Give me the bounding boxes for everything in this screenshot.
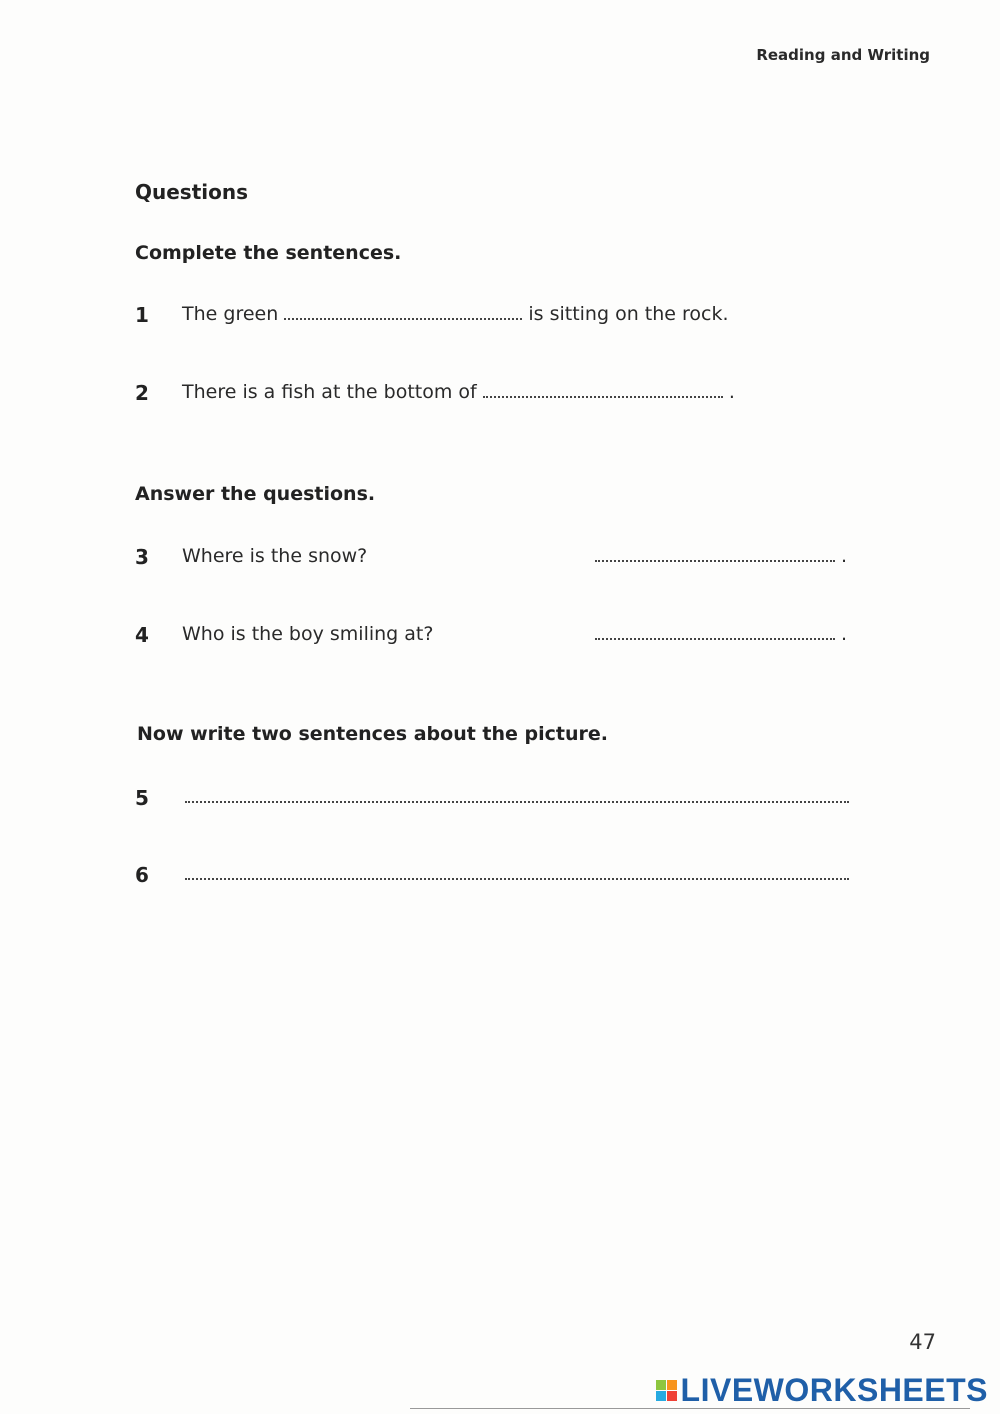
question-1-after: is sitting on the rock.	[528, 303, 729, 325]
answer-6-input[interactable]	[185, 862, 849, 883]
logo-square-4	[667, 1391, 677, 1401]
question-1-before: The green	[182, 303, 279, 325]
question-number: 5	[135, 786, 149, 810]
bottom-divider	[410, 1408, 970, 1409]
question-3-text: Where is the snow?	[182, 545, 368, 567]
question-2-before: There is a fish at the bottom of	[182, 381, 477, 403]
liveworksheets-brand	[656, 1372, 988, 1409]
question-number: 6	[135, 863, 149, 887]
logo-square-1	[656, 1380, 666, 1390]
section-header: Reading and Writing	[756, 46, 930, 64]
answer-5-input[interactable]	[185, 785, 849, 806]
part1-instruction: Complete the sentences.	[135, 242, 402, 264]
answer-4-line	[595, 623, 835, 645]
question-number: 1	[135, 303, 149, 327]
liveworksheets-logo-icon	[656, 1380, 677, 1401]
part2-instruction: Answer the questions.	[135, 483, 376, 505]
question-4-text: Who is the boy smiling at?	[182, 623, 434, 645]
answer-3-blank	[595, 545, 847, 567]
answer-3-after: .	[841, 545, 848, 567]
brand-text: LIVEWORKSHEETS	[680, 1372, 988, 1408]
answer-4-input[interactable]	[595, 622, 835, 643]
question-number: 3	[135, 545, 149, 569]
answer-4-blank	[595, 623, 847, 645]
question-1	[135, 303, 149, 327]
answer-3-line	[595, 545, 835, 567]
part3-instruction: Now write two sentences about the picture.	[137, 723, 609, 745]
answer-6-blank	[185, 863, 849, 885]
questions-title: Questions	[135, 180, 249, 204]
answer-4-after: .	[841, 623, 848, 645]
answer-1-input[interactable]	[284, 302, 522, 323]
answer-5-blank	[185, 786, 849, 808]
answer-5-line	[185, 786, 849, 808]
answer-2-blank	[483, 381, 723, 403]
answer-6-line	[185, 863, 849, 885]
logo-square-3	[656, 1391, 666, 1401]
answer-1-blank	[284, 303, 522, 325]
question-number: 4	[135, 623, 149, 647]
logo-square-2	[667, 1380, 677, 1390]
question-2-text	[182, 381, 735, 403]
answer-2-input[interactable]	[483, 380, 723, 401]
question-number: 2	[135, 381, 149, 405]
page-number: 47	[909, 1330, 936, 1354]
answer-3-input[interactable]	[595, 544, 835, 565]
question-1-text	[182, 303, 729, 325]
question-2	[135, 381, 149, 405]
question-2-after: .	[728, 381, 735, 403]
